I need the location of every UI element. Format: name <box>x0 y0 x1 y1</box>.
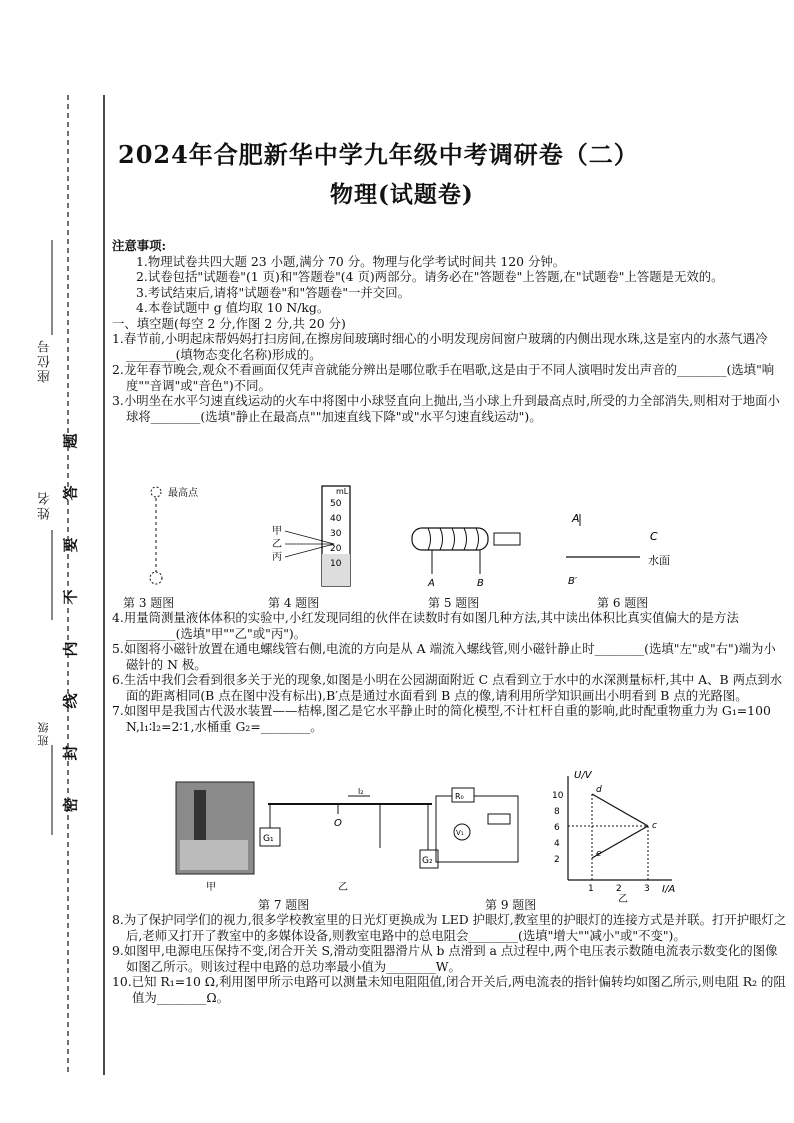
name-label: 姓名 <box>38 490 53 520</box>
fig4-unit: mL <box>336 487 349 496</box>
class-label: 班级 <box>37 720 50 746</box>
fig9-ytick: 8 <box>554 807 560 817</box>
fig9-ytick: 10 <box>552 791 564 801</box>
seal-line-text <box>61 415 93 831</box>
fig6-point-b: B′ <box>568 576 578 587</box>
question-1: 1.春节前,小明起床帮妈妈打扫房间,在擦房间玻璃时细心的小明发现房间窗户玻璃的内侧出现水珠,这是室内的水蒸气遇冷________(填物态变化名称)形成的。 <box>112 331 768 362</box>
seal-char: 密 <box>61 797 80 813</box>
fig5-end-b: B <box>477 578 484 589</box>
fig4-tick: 30 <box>330 529 342 539</box>
seal-char: 答 <box>61 485 80 501</box>
figures-row-1 <box>110 484 690 596</box>
question-10: 10.已知 R₁=10 Ω,利用图甲所示电路可以测量未知电阻阻值,闭合开关后,两电流表的指针偏转均如图乙所示,则电阻 R₂ 的阻值为________Ω。 <box>112 974 786 1005</box>
fig6-caption: 第 6 题图 <box>597 596 649 610</box>
figure-5 <box>412 528 520 589</box>
fig4-tick: 20 <box>330 544 342 554</box>
fig9-xtick: 3 <box>644 884 650 894</box>
question-8: 8.为了保护同学们的视力,很多学校教室里的日光灯更换成为 LED 护眼灯,教室里的护眼灯的连接方式是并联。打开护眼灯之后,老师又打开了教室中的多媒体设备,则教室电路中的总电阻会________(选填"增大""减小"或"不变")。 <box>112 912 787 943</box>
seal-char: 题 <box>61 433 80 449</box>
question-3: 3.小明坐在水平匀速直线运动的火车中将图中小球竖直向上抛出,当小球上升到最高点时,所受的力全部消失,则相对于地面小球将________(选填"静止在最高点""加速直线下降"或"水平匀速直线运动")。 <box>112 393 780 424</box>
fig9-ytick: 6 <box>554 823 560 833</box>
fig4-method: 乙 <box>272 539 282 550</box>
fig4-tick: 40 <box>330 514 342 524</box>
fig9-ylabel: U/V <box>574 770 592 781</box>
fig6-point-c: C <box>650 530 658 543</box>
fig4-method: 丙 <box>272 552 282 563</box>
fig9-point: c <box>652 821 657 831</box>
fig9-v1: V₁ <box>456 829 464 837</box>
fig7-g2: G₂ <box>422 856 433 866</box>
fig9-xtick: 1 <box>588 884 594 894</box>
question-5: 5.如图将小磁针放置在通电螺线管右侧,电流的方向是从 A 端流入螺线管,则小磁针静止时________(选填"左"或"右")端为小磁针的 N 极。 <box>112 641 776 672</box>
fig3-caption: 第 3 题图 <box>123 596 175 610</box>
figure-4 <box>272 486 350 586</box>
fig7-l2: l₂ <box>358 787 364 796</box>
fig5-caption: 第 5 题图 <box>428 596 480 610</box>
figure-7 <box>176 782 438 893</box>
question-4: 4.用量筒测量液体体积的实验中,小红发现同组的伙伴在读数时有如图几种方法,其中读出体积比真实值偏大的是方法________(选填"甲""乙"或"丙")。 <box>112 610 739 641</box>
fig7-g1: G₁ <box>263 834 274 844</box>
margin-border <box>0 0 110 1123</box>
fig7-sub-a: 甲 <box>206 882 216 893</box>
fig4-caption: 第 4 题图 <box>268 596 320 610</box>
note-item: 4.本卷试题中 g 值均取 10 N/kg。 <box>136 300 330 315</box>
note-item: 1.物理试卷共四大题 23 小题,满分 70 分。物理与化学考试时间共 120 分钟。 <box>136 253 566 269</box>
seal-char: 封 <box>61 745 80 761</box>
seal-char: 线 <box>61 693 80 709</box>
question-7: 7.如图甲是我国古代汲水装置——桔槔,图乙是它水平静止时的简化模型,不计杠杆自重的影响,此时配重物重力为 G₁=100 N,l₁∶l₂=2∶1,水桶重 G₂=________。 <box>112 703 771 734</box>
fig9-point: e <box>596 849 602 859</box>
seat-label: 座位号 <box>38 338 53 383</box>
fig9-xlabel: I/A <box>662 884 676 895</box>
figure-9-circuit <box>436 788 518 862</box>
fig9-caption: 第 9 题图 <box>485 898 537 912</box>
figure-6 <box>566 512 670 587</box>
fig4-tick: 10 <box>330 559 342 569</box>
note-item: 3.考试结束后,请将"试题卷"和"答题卷"一并交回。 <box>136 284 410 300</box>
question-9: 9.如图甲,电源电压保持不变,闭合开关 S,滑动变阻器滑片从 b 点滑到 a 点过程中,两个电压表示数随电流表示数变化的图像如图乙所示。则该过程中电路的总功率最小值为________W。 <box>112 943 778 974</box>
fig4-method: 甲 <box>272 526 282 537</box>
fig9-sub-b: 乙 <box>618 894 628 905</box>
note-item: 2.试卷包括"试题卷"(1 页)和"答题卷"(4 页)两部分。请务必在"答题卷"上答题,在"试题卷"上答题是无效的。 <box>136 269 724 284</box>
page-subtitle: 物理(试题卷) <box>330 181 474 208</box>
main-content <box>112 238 788 424</box>
figure-3 <box>150 486 199 584</box>
fig9-xtick: 2 <box>616 884 622 894</box>
main-content-3 <box>112 912 788 1005</box>
fig9-r0: R₀ <box>455 792 464 801</box>
seal-char: 内 <box>61 641 80 657</box>
fig9-ytick: 4 <box>554 839 560 849</box>
main-content-2 <box>112 610 788 734</box>
fig7-sub-b: 乙 <box>338 882 348 893</box>
fig6-point-a: A <box>572 512 580 525</box>
seal-char: 要 <box>61 537 80 553</box>
fig6-water: 水面 <box>648 554 670 567</box>
question-2: 2.龙年春节晚会,观众不看画面仅凭声音就能分辨出是哪位歌手在唱歌,这是由于不同人演唱时发出声音的________(选填"响度""音调"或"音色")不同。 <box>112 362 775 393</box>
figure-9-graph <box>552 770 675 905</box>
notes-heading: 注意事项: <box>112 238 167 253</box>
fig9-point: d <box>596 785 602 795</box>
seal-char: 不 <box>61 589 80 605</box>
fig7-caption: 第 7 题图 <box>258 898 310 912</box>
fig3-top-label: 最高点 <box>168 488 198 499</box>
fig4-tick: 50 <box>330 499 342 509</box>
section-heading: 一、填空题(每空 2 分,作图 2 分,共 20 分) <box>112 315 346 331</box>
question-6: 6.生活中我们会看到很多关于光的现象,如图是小明在公园湖面附近 C 点看到立于水中的水深测量标杆,其中 A、B 两点到水面的距离相同(B 点在图中没有标出),B′点是通过水面看到 B 点的像,请利用所学知识画出小明看到 B 点的光路图。 <box>112 672 783 703</box>
fig7-pivot: O <box>334 818 342 829</box>
fig9-ytick: 2 <box>554 855 560 865</box>
fig5-end-a: A <box>428 578 435 589</box>
page-title: 2024年合肥新华中学九年级中考调研卷（二） <box>118 140 639 169</box>
